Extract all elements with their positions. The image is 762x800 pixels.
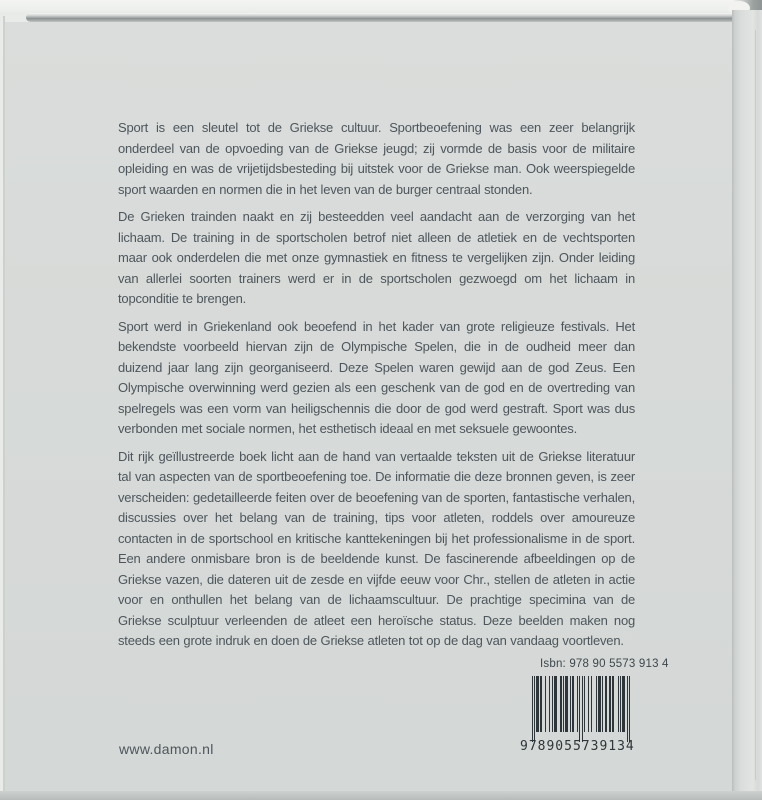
ean13-barcode: [532, 676, 630, 742]
publisher-website: www.damon.nl: [119, 741, 214, 757]
blurb-paragraph-2: De Grieken trainden naakt en zij besteedden veel aandacht aan de verzorging van het lichaam. De training in de sportscholen betrof niet alleen de atletiek en de vechtsporten maar ook onderdelen die met onze gymnastiek en fitness te vergelijken zijn. Onder leiding van allerlei soorten trainers werd er in de sportscholen gezwoegd om het lichaam in topconditie te brengen.: [118, 209, 635, 306]
barcode-left-group: 789055: [528, 739, 582, 754]
book-bottom-edge-shadow: [0, 791, 762, 800]
cover-hinge-groove: [26, 13, 740, 22]
barcode-right-group: 739134: [581, 739, 635, 754]
blurb-paragraph-3: Sport werd in Griekenland ook beoefend in het kader van grote religieuze festivals. Het bekendste voorbeeld hiervan zijn de Olympische Spelen, die in de oudheid meer dan duizend jaar lang zijn georganiseerd. Deze Spelen waren gewijd aan de god Zeus. Een Olympische overwinning werd gezien als een geschenk van de god en de overtreding van spelregels was een vorm van heiligschennis die door de god werd gestraft. Sport was dus verbonden met sociale normen, het esthetisch ideaal en met seksuele gewoontes.: [118, 318, 635, 436]
fore-edge-line: [755, 30, 756, 780]
blurb-paragraph-1: Sport is een sleutel tot de Griekse cultuur. Sportbeoefening was een zeer belangrijk onderdeel van de opvoeding van de Griekse jeugd; zij vormde de basis voor de militaire opleiding en was de vrijetijdsbesteding bij uitstek voor de Griekse man. Ook weerspiegelde sport waarden en normen die in het leven van de burger centraal stonden.: [118, 120, 635, 197]
blurb-text: [118, 118, 635, 659]
book-top-edge: [0, 0, 762, 14]
isbn-label: Isbn: 978 90 5573 913 4: [540, 658, 669, 670]
blurb-paragraph-4: Dit rijk geïllustreerde boek licht aan de hand van vertaalde teksten uit de Griekse literatuur tal van aspecten van de sportbeoefening toe. De informatie die deze bronnen geven, is zeer verscheiden: gedetailleerde feiten over de beoefening van de sporten, fantastische verhalen, discussies over het belang van de training, tips voor atleten, roddels over amoureuze contacten in de sportschool en kritische kanttekeningen bij het professionalisme in de sport. Een andere onmisbare bron is de beeldende kunst. De fascinerende afbeeldingen op de Griekse vazen, die dateren uit de zesde en vijfde eeuw voor Chr., stellen de atleten in actie voor en onthullen het belang van de lichaamscultuur. De prachtige specimina van de Griekse sculptuur verleenden de atleet een heroïsche status. Deze beelden maken nog steeds een grote indruk en doen de Griekse atleten tot op de dag van vandaag voortleven.: [118, 448, 635, 648]
book-fore-edge-pages: [732, 10, 762, 791]
barcode-digits: [520, 739, 635, 754]
barcode-first-digit: 9: [520, 739, 529, 754]
